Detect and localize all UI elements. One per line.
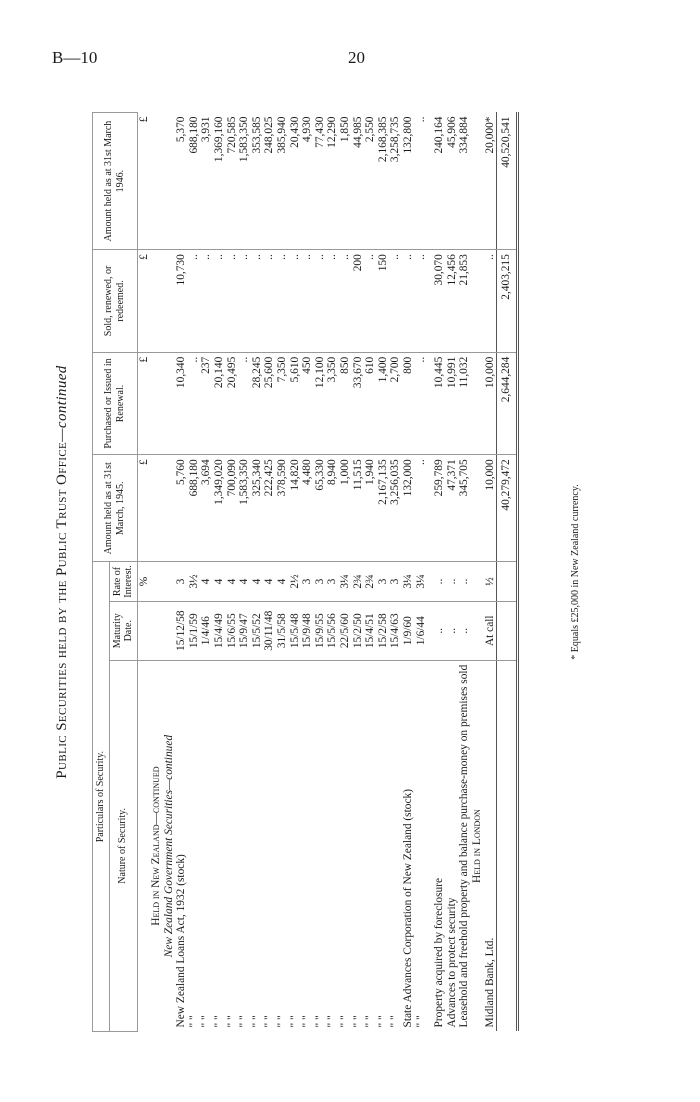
- interest-rate: 3½: [188, 562, 201, 601]
- interest-rate: 4: [263, 562, 276, 601]
- total-held-1945: 40,279,472: [497, 455, 518, 562]
- interest-rate: 3¼: [415, 562, 428, 601]
- amount-held-1946: ..: [415, 113, 428, 250]
- amount-sold: ..: [226, 250, 239, 353]
- security-nature: " ": [351, 1015, 364, 1028]
- amount-held-1945: 222,425: [263, 455, 276, 562]
- table-row: [188, 113, 201, 1032]
- security-nature: " ": [250, 1015, 263, 1028]
- amount-sold: ..: [263, 250, 276, 353]
- interest-rate: 2½: [289, 562, 302, 601]
- amount-held-1946: 353,585: [251, 113, 264, 250]
- amount-held-1946: 688,180: [188, 113, 201, 250]
- maturity-date: 15/4/63: [389, 601, 402, 660]
- amount-held-1946: 3,931: [200, 113, 213, 250]
- maturity-date: 15/5/52: [251, 601, 264, 660]
- interest-rate: 3: [389, 562, 402, 601]
- table-row: [339, 113, 352, 1032]
- security-nature: " ": [313, 1015, 326, 1028]
- interest-rate: 4: [276, 562, 289, 601]
- total-held-1946: 40,520,541: [497, 113, 518, 250]
- table-row: [352, 113, 365, 1032]
- interest-rate: 4: [213, 562, 226, 601]
- amount-purchased: 850: [339, 352, 352, 455]
- amount-purchased: 5,610: [289, 352, 302, 455]
- footnote: * Equals £25,000 in New Zealand currency.: [570, 484, 581, 660]
- amount-held-1945: 47,371: [446, 455, 459, 562]
- maturity-date: 15/4/49: [213, 601, 226, 660]
- security-nature: " ": [263, 1015, 276, 1028]
- interest-rate: 4: [238, 562, 251, 601]
- security-nature: Midland Bank, Ltd.: [483, 937, 496, 1028]
- security-nature: Advances to protect security: [445, 897, 458, 1028]
- unit-percent: %: [137, 562, 150, 601]
- security-nature: State Advances Corporation of New Zealand (stock): [401, 789, 414, 1028]
- interest-rate: ½: [484, 562, 497, 601]
- interest-rate: 3: [377, 562, 390, 601]
- maturity-date: 15/9/55: [314, 601, 327, 660]
- maturity-date: ..: [433, 601, 446, 660]
- amount-held-1945: 1,000: [339, 455, 352, 562]
- security-nature: Leasehold and freehold property and balance purchase-money on premises sold: [458, 664, 471, 1028]
- header-maturity: Maturity Date.: [109, 601, 137, 660]
- amount-sold: 12,456: [446, 250, 459, 353]
- totals-label: [497, 660, 518, 1031]
- interest-rate: 3: [326, 562, 339, 601]
- report-reference: B—10: [52, 48, 98, 67]
- amount-held-1945: 1,940: [364, 455, 377, 562]
- amount-sold: 10,730: [175, 250, 188, 353]
- table-row: [402, 113, 415, 1032]
- amount-sold: ..: [339, 250, 352, 353]
- table-title: [54, 102, 71, 1042]
- amount-held-1945: 345,705: [458, 455, 471, 562]
- landscape-page: [50, 102, 640, 1042]
- amount-purchased: 12,100: [314, 352, 327, 455]
- interest-rate: 4: [226, 562, 239, 601]
- amount-held-1945: 259,789: [433, 455, 446, 562]
- amount-sold: ..: [301, 250, 314, 353]
- amount-held-1945: 700,090: [226, 455, 239, 562]
- table-row: [415, 113, 428, 1032]
- amount-sold: ..: [314, 250, 327, 353]
- maturity-date: 15/6/55: [226, 601, 239, 660]
- maturity-date: 31/5/58: [276, 601, 289, 660]
- header-held-1946: Amount held as at 31st March 1946.: [93, 113, 138, 250]
- amount-held-1946: 132,800: [402, 113, 415, 250]
- header-purchased: Purchased or Issued in Renewal.: [93, 352, 138, 455]
- amount-sold: ..: [238, 250, 251, 353]
- table-row: [458, 113, 471, 1032]
- amount-purchased: 610: [364, 352, 377, 455]
- amount-held-1946: 1,850: [339, 113, 352, 250]
- amount-held-1946: 248,025: [263, 113, 276, 250]
- table-row: [326, 113, 339, 1032]
- amount-held-1945: 1,349,020: [213, 455, 226, 562]
- section-heading-london: Held in London: [470, 809, 483, 883]
- security-nature: " ": [364, 1015, 377, 1028]
- table-row: [389, 113, 402, 1032]
- amount-held-1945: 10,000: [484, 455, 497, 562]
- amount-sold: 150: [377, 250, 390, 353]
- maturity-date: 15/5/56: [326, 601, 339, 660]
- amount-sold: 30,070: [433, 250, 446, 353]
- amount-sold: ..: [484, 250, 497, 353]
- amount-held-1945: 1,583,350: [238, 455, 251, 562]
- interest-rate: 2¾: [352, 562, 365, 601]
- title-suffix: —continued: [54, 365, 70, 442]
- table-row: [377, 113, 390, 1032]
- interest-rate: 2¾: [364, 562, 377, 601]
- unit-pound: £: [137, 113, 150, 250]
- security-nature: New Zealand Loans Act, 1932 (stock): [175, 854, 188, 1028]
- interest-rate: 4: [200, 562, 213, 601]
- security-nature: Property acquired by foreclosure: [433, 877, 446, 1028]
- amount-purchased: 450: [301, 352, 314, 455]
- amount-sold: ..: [188, 250, 201, 353]
- security-nature: " ": [276, 1015, 289, 1028]
- interest-rate: 3¼: [339, 562, 352, 601]
- amount-held-1945: 65,330: [314, 455, 327, 562]
- maturity-date: ..: [458, 601, 471, 660]
- amount-purchased: ..: [415, 352, 428, 455]
- amount-purchased: 7,350: [276, 352, 289, 455]
- amount-held-1945: 5,760: [175, 455, 188, 562]
- maturity-date: 1/4/46: [200, 601, 213, 660]
- amount-sold: ..: [415, 250, 428, 353]
- amount-purchased: 800: [402, 352, 415, 455]
- unit-pound: £: [137, 352, 150, 455]
- amount-held-1945: 14,820: [289, 455, 302, 562]
- total-purchased: 2,644,284: [497, 352, 518, 455]
- maturity-date: 15/12/58: [175, 601, 188, 660]
- amount-purchased: 25,600: [263, 352, 276, 455]
- amount-purchased: 11,032: [458, 352, 471, 455]
- maturity-date: 15/4/51: [364, 601, 377, 660]
- interest-rate: 3: [314, 562, 327, 601]
- table-row: [289, 113, 302, 1032]
- maturity-date: 15/2/58: [377, 601, 390, 660]
- amount-held-1946: 2,550: [364, 113, 377, 250]
- maturity-date: 15/5/48: [289, 601, 302, 660]
- header-nature: Nature of Security.: [109, 660, 137, 1031]
- maturity-date: 22/5/60: [339, 601, 352, 660]
- interest-rate: 3¼: [402, 562, 415, 601]
- table-row: [251, 113, 264, 1032]
- rotated-content: [50, 102, 640, 1042]
- security-nature: " ": [213, 1015, 226, 1028]
- securities-table: [92, 112, 519, 1032]
- interest-rate: 4: [251, 562, 264, 601]
- amount-held-1945: 8,940: [326, 455, 339, 562]
- amount-held-1946: 1,369,160: [213, 113, 226, 250]
- maturity-date: 15/2/50: [352, 601, 365, 660]
- table-row: [446, 113, 459, 1032]
- table-row: [314, 113, 327, 1032]
- amount-sold: ..: [402, 250, 415, 353]
- totals-blank: [497, 601, 518, 660]
- security-nature: " ": [225, 1015, 238, 1028]
- table-row: [263, 113, 276, 1032]
- title-main: Public Securities held by the Public Trust Office: [54, 441, 70, 779]
- security-nature: " ": [339, 1015, 351, 1028]
- totals-blank: [497, 562, 518, 601]
- maturity-date: 15/9/47: [238, 601, 251, 660]
- security-nature: " ": [389, 1015, 402, 1028]
- security-nature: " ": [376, 1015, 389, 1028]
- table-body: [137, 113, 517, 1032]
- amount-held-1946: 20,000*: [484, 113, 497, 250]
- totals-row: [497, 113, 518, 1032]
- security-nature: " ": [187, 1015, 200, 1028]
- amount-held-1946: 1,583,350: [238, 113, 251, 250]
- table-row: [213, 113, 226, 1032]
- maturity-date: 15/1/59: [188, 601, 201, 660]
- amount-purchased: 10,991: [446, 352, 459, 455]
- amount-purchased: 1,400: [377, 352, 390, 455]
- amount-purchased: 28,245: [251, 352, 264, 455]
- amount-held-1945: 325,340: [251, 455, 264, 562]
- maturity-date: 1/6/44: [415, 601, 428, 660]
- table-row: [276, 113, 289, 1032]
- security-nature: " ": [414, 1015, 427, 1028]
- amount-purchased: 2,700: [389, 352, 402, 455]
- table-row: [364, 113, 377, 1032]
- amount-purchased: 10,445: [433, 352, 446, 455]
- table-row: [238, 113, 251, 1032]
- amount-sold: 200: [352, 250, 365, 353]
- amount-held-1946: 385,940: [276, 113, 289, 250]
- interest-rate: 3: [175, 562, 188, 601]
- security-nature: " ": [288, 1015, 301, 1028]
- maturity-date: At call: [484, 601, 497, 660]
- amount-held-1946: 334,884: [458, 113, 471, 250]
- header-sold: Sold, renewed, or redeemed.: [93, 250, 138, 353]
- amount-sold: ..: [364, 250, 377, 353]
- amount-held-1945: 11,515: [352, 455, 365, 562]
- table-row: [433, 113, 446, 1032]
- amount-held-1946: 720,585: [226, 113, 239, 250]
- interest-rate: 3: [301, 562, 314, 601]
- amount-held-1945: 4,480: [301, 455, 314, 562]
- amount-purchased: 237: [200, 352, 213, 455]
- unit-pound: £: [137, 250, 150, 353]
- amount-sold: 21,853: [458, 250, 471, 353]
- table-row: [226, 113, 239, 1032]
- amount-held-1946: 240,164: [433, 113, 446, 250]
- amount-purchased: ..: [238, 352, 251, 455]
- interest-rate: ..: [446, 562, 459, 601]
- header-rate: Rate of Interest.: [109, 562, 137, 601]
- maturity-date: 1/9/60: [402, 601, 415, 660]
- amount-held-1945: ..: [415, 455, 428, 562]
- table-row: [200, 113, 213, 1032]
- amount-held-1945: 378,590: [276, 455, 289, 562]
- interest-rate: ..: [458, 562, 471, 601]
- interest-rate: ..: [433, 562, 446, 601]
- maturity-date: ..: [446, 601, 459, 660]
- amount-held-1946: 45,906: [446, 113, 459, 250]
- amount-sold: ..: [389, 250, 402, 353]
- amount-purchased: 10,000: [484, 352, 497, 455]
- header-particulars: Particulars of Security.: [93, 562, 110, 1032]
- amount-sold: ..: [200, 250, 213, 353]
- section-heading-nz: Held in New Zealand—continued: [150, 766, 163, 926]
- amount-purchased: 20,140: [213, 352, 226, 455]
- amount-held-1945: 688,180: [188, 455, 201, 562]
- page-number: 20: [348, 48, 365, 67]
- amount-sold: ..: [289, 250, 302, 353]
- unit-pound: £: [137, 455, 150, 562]
- table-row: [484, 113, 497, 1032]
- subsection-heading-nz: New Zealand Government Securities—continued: [162, 734, 175, 958]
- amount-held-1945: 3,694: [200, 455, 213, 562]
- security-nature: " ": [326, 1015, 339, 1028]
- maturity-date: 15/9/48: [301, 601, 314, 660]
- security-nature: " ": [200, 1015, 213, 1028]
- amount-held-1945: 3,256,035: [389, 455, 402, 562]
- amount-purchased: 33,670: [352, 352, 365, 455]
- amount-purchased: 3,350: [326, 352, 339, 455]
- amount-held-1946: 4,930: [301, 113, 314, 250]
- amount-held-1946: 20,430: [289, 113, 302, 250]
- total-sold: 2,403,215: [497, 250, 518, 353]
- amount-held-1946: 77,430: [314, 113, 327, 250]
- amount-sold: ..: [251, 250, 264, 353]
- amount-held-1945: 132,000: [402, 455, 415, 562]
- amount-held-1946: 12,290: [326, 113, 339, 250]
- maturity-date: 30/11/48: [263, 601, 276, 660]
- amount-held-1946: 5,370: [175, 113, 188, 250]
- amount-held-1946: 2,168,385: [377, 113, 390, 250]
- amount-purchased: 20,495: [226, 352, 239, 455]
- header-held-1945: Amount held as at 31st March, 1945.: [93, 455, 138, 562]
- amount-purchased: ..: [188, 352, 201, 455]
- amount-sold: ..: [213, 250, 226, 353]
- amount-sold: ..: [276, 250, 289, 353]
- amount-held-1946: 44,985: [352, 113, 365, 250]
- security-nature: " ": [301, 1015, 314, 1028]
- amount-held-1945: 2,167,135: [377, 455, 390, 562]
- table-row: [301, 113, 314, 1032]
- amount-sold: ..: [326, 250, 339, 353]
- amount-purchased: 10,340: [175, 352, 188, 455]
- table-row: [175, 113, 188, 1032]
- security-nature: " ": [238, 1015, 251, 1028]
- amount-held-1946: 3,258,735: [389, 113, 402, 250]
